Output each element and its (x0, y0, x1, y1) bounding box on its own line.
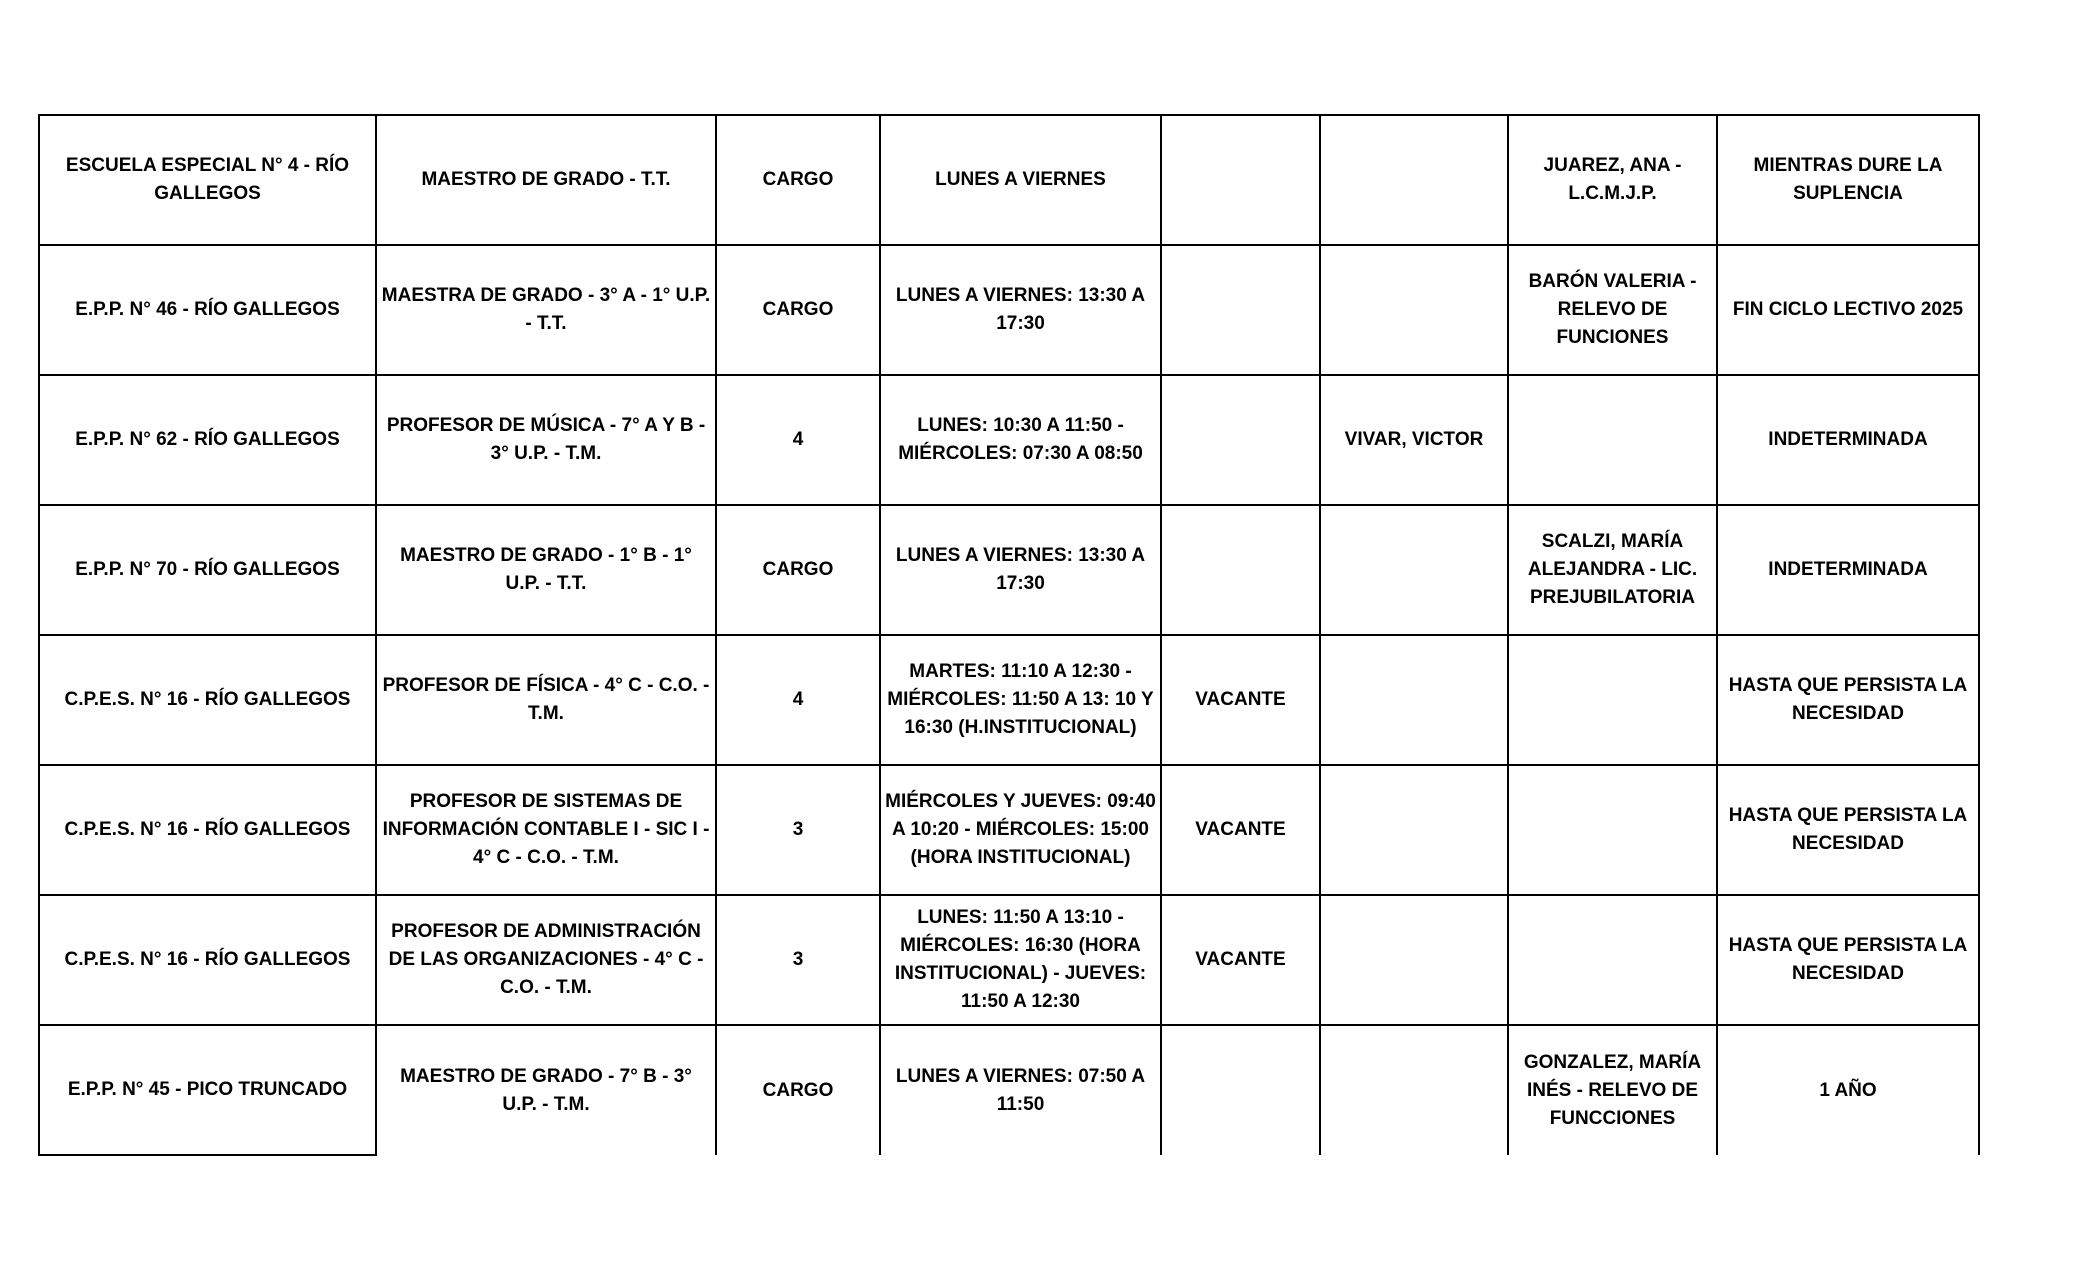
cell-horario: MARTES: 11:10 A 12:30 - MIÉRCOLES: 11:50 A 13: 10 Y 16:30 (H.INSTITUCIONAL) (880, 635, 1161, 765)
cell-titular (1320, 505, 1508, 635)
cell-titular (1320, 1025, 1508, 1155)
cell-situacion (1161, 115, 1320, 245)
cell-reemplazo: GONZALEZ, MARÍA INÉS - RELEVO DE FUNCCIONES (1508, 1025, 1717, 1155)
cell-horario: LUNES: 10:30 A 11:50 - MIÉRCOLES: 07:30 A 08:50 (880, 375, 1161, 505)
cell-escuela: C.P.E.S. N° 16 - RÍO GALLEGOS (39, 765, 376, 895)
cell-cargo-desc: PROFESOR DE SISTEMAS DE INFORMACIÓN CONTABLE I - SIC I - 4° C - C.O. - T.M. (376, 765, 716, 895)
cell-situacion: VACANTE (1161, 895, 1320, 1025)
cell-titular (1320, 115, 1508, 245)
cell-tipo: 4 (716, 375, 880, 505)
cell-situacion: VACANTE (1161, 635, 1320, 765)
cell-cargo-desc: PROFESOR DE FÍSICA - 4° C - C.O. - T.M. (376, 635, 716, 765)
cell-titular (1320, 635, 1508, 765)
table-row (39, 375, 1979, 505)
cell-titular (1320, 765, 1508, 895)
cell-horario: MIÉRCOLES Y JUEVES: 09:40 A 10:20 - MIÉRCOLES: 15:00 (HORA INSTITUCIONAL) (880, 765, 1161, 895)
cell-horario: LUNES A VIERNES: 13:30 A 17:30 (880, 245, 1161, 375)
cell-reemplazo: SCALZI, MARÍA ALEJANDRA - LIC. PREJUBILATORIA (1508, 505, 1717, 635)
cell-duracion: INDETERMINADA (1717, 505, 1979, 635)
cell-cargo-desc: MAESTRO DE GRADO - T.T. (376, 115, 716, 245)
table-row (39, 1025, 1979, 1155)
cell-situacion: VACANTE (1161, 765, 1320, 895)
cell-tipo: 3 (716, 765, 880, 895)
cell-situacion (1161, 505, 1320, 635)
cell-horario: LUNES A VIERNES: 07:50 A 11:50 (880, 1025, 1161, 1155)
cell-cargo-desc: MAESTRA DE GRADO - 3° A - 1° U.P. - T.T. (376, 245, 716, 375)
cell-situacion (1161, 1025, 1320, 1155)
cell-horario: LUNES A VIERNES (880, 115, 1161, 245)
cell-reemplazo (1508, 375, 1717, 505)
cell-horario: LUNES A VIERNES: 13:30 A 17:30 (880, 505, 1161, 635)
cell-tipo: CARGO (716, 505, 880, 635)
cell-escuela: E.P.P. N° 62 - RÍO GALLEGOS (39, 375, 376, 505)
cell-duracion: INDETERMINADA (1717, 375, 1979, 505)
cell-situacion (1161, 375, 1320, 505)
cell-titular (1320, 245, 1508, 375)
cell-escuela: E.P.P. N° 46 - RÍO GALLEGOS (39, 245, 376, 375)
cell-cargo-desc: PROFESOR DE MÚSICA - 7° A Y B - 3° U.P. - T.M. (376, 375, 716, 505)
cell-cargo-desc: MAESTRO DE GRADO - 1° B - 1° U.P. - T.T. (376, 505, 716, 635)
cell-tipo: CARGO (716, 115, 880, 245)
cell-escuela: ESCUELA ESPECIAL N° 4 - RÍO GALLEGOS (39, 115, 376, 245)
table-row (39, 115, 1979, 245)
vacancies-table (38, 114, 1980, 1156)
cell-cargo-desc: PROFESOR DE ADMINISTRACIÓN DE LAS ORGANIZACIONES - 4° C - C.O. - T.M. (376, 895, 716, 1025)
cell-tipo: CARGO (716, 1025, 880, 1155)
cell-duracion: FIN CICLO LECTIVO 2025 (1717, 245, 1979, 375)
cell-reemplazo (1508, 765, 1717, 895)
cell-reemplazo: BARÓN VALERIA - RELEVO DE FUNCIONES (1508, 245, 1717, 375)
cell-escuela: E.P.P. N° 70 - RÍO GALLEGOS (39, 505, 376, 635)
table-row (39, 245, 1979, 375)
cell-duracion: HASTA QUE PERSISTA LA NECESIDAD (1717, 765, 1979, 895)
cell-horario: LUNES: 11:50 A 13:10 - MIÉRCOLES: 16:30 (HORA INSTITUCIONAL) - JUEVES: 11:50 A 12:30 (880, 895, 1161, 1025)
cell-duracion: MIENTRAS DURE LA SUPLENCIA (1717, 115, 1979, 245)
table-row (39, 635, 1979, 765)
cell-duracion: 1 AÑO (1717, 1025, 1979, 1155)
cell-titular: VIVAR, VICTOR (1320, 375, 1508, 505)
cell-reemplazo: JUAREZ, ANA - L.C.M.J.P. (1508, 115, 1717, 245)
table-row (39, 765, 1979, 895)
cell-cargo-desc: MAESTRO DE GRADO - 7° B - 3° U.P. - T.M. (376, 1025, 716, 1155)
cell-tipo: CARGO (716, 245, 880, 375)
cell-tipo: 4 (716, 635, 880, 765)
table-row (39, 895, 1979, 1025)
cell-titular (1320, 895, 1508, 1025)
cell-situacion (1161, 245, 1320, 375)
cell-duracion: HASTA QUE PERSISTA LA NECESIDAD (1717, 635, 1979, 765)
cell-escuela: E.P.P. N° 45 - PICO TRUNCADO (39, 1025, 376, 1155)
cell-reemplazo (1508, 895, 1717, 1025)
cell-reemplazo (1508, 635, 1717, 765)
table-row (39, 505, 1979, 635)
cell-duracion: HASTA QUE PERSISTA LA NECESIDAD (1717, 895, 1979, 1025)
cell-tipo: 3 (716, 895, 880, 1025)
cell-escuela: C.P.E.S. N° 16 - RÍO GALLEGOS (39, 895, 376, 1025)
cell-escuela: C.P.E.S. N° 16 - RÍO GALLEGOS (39, 635, 376, 765)
table-body (39, 115, 1979, 1155)
